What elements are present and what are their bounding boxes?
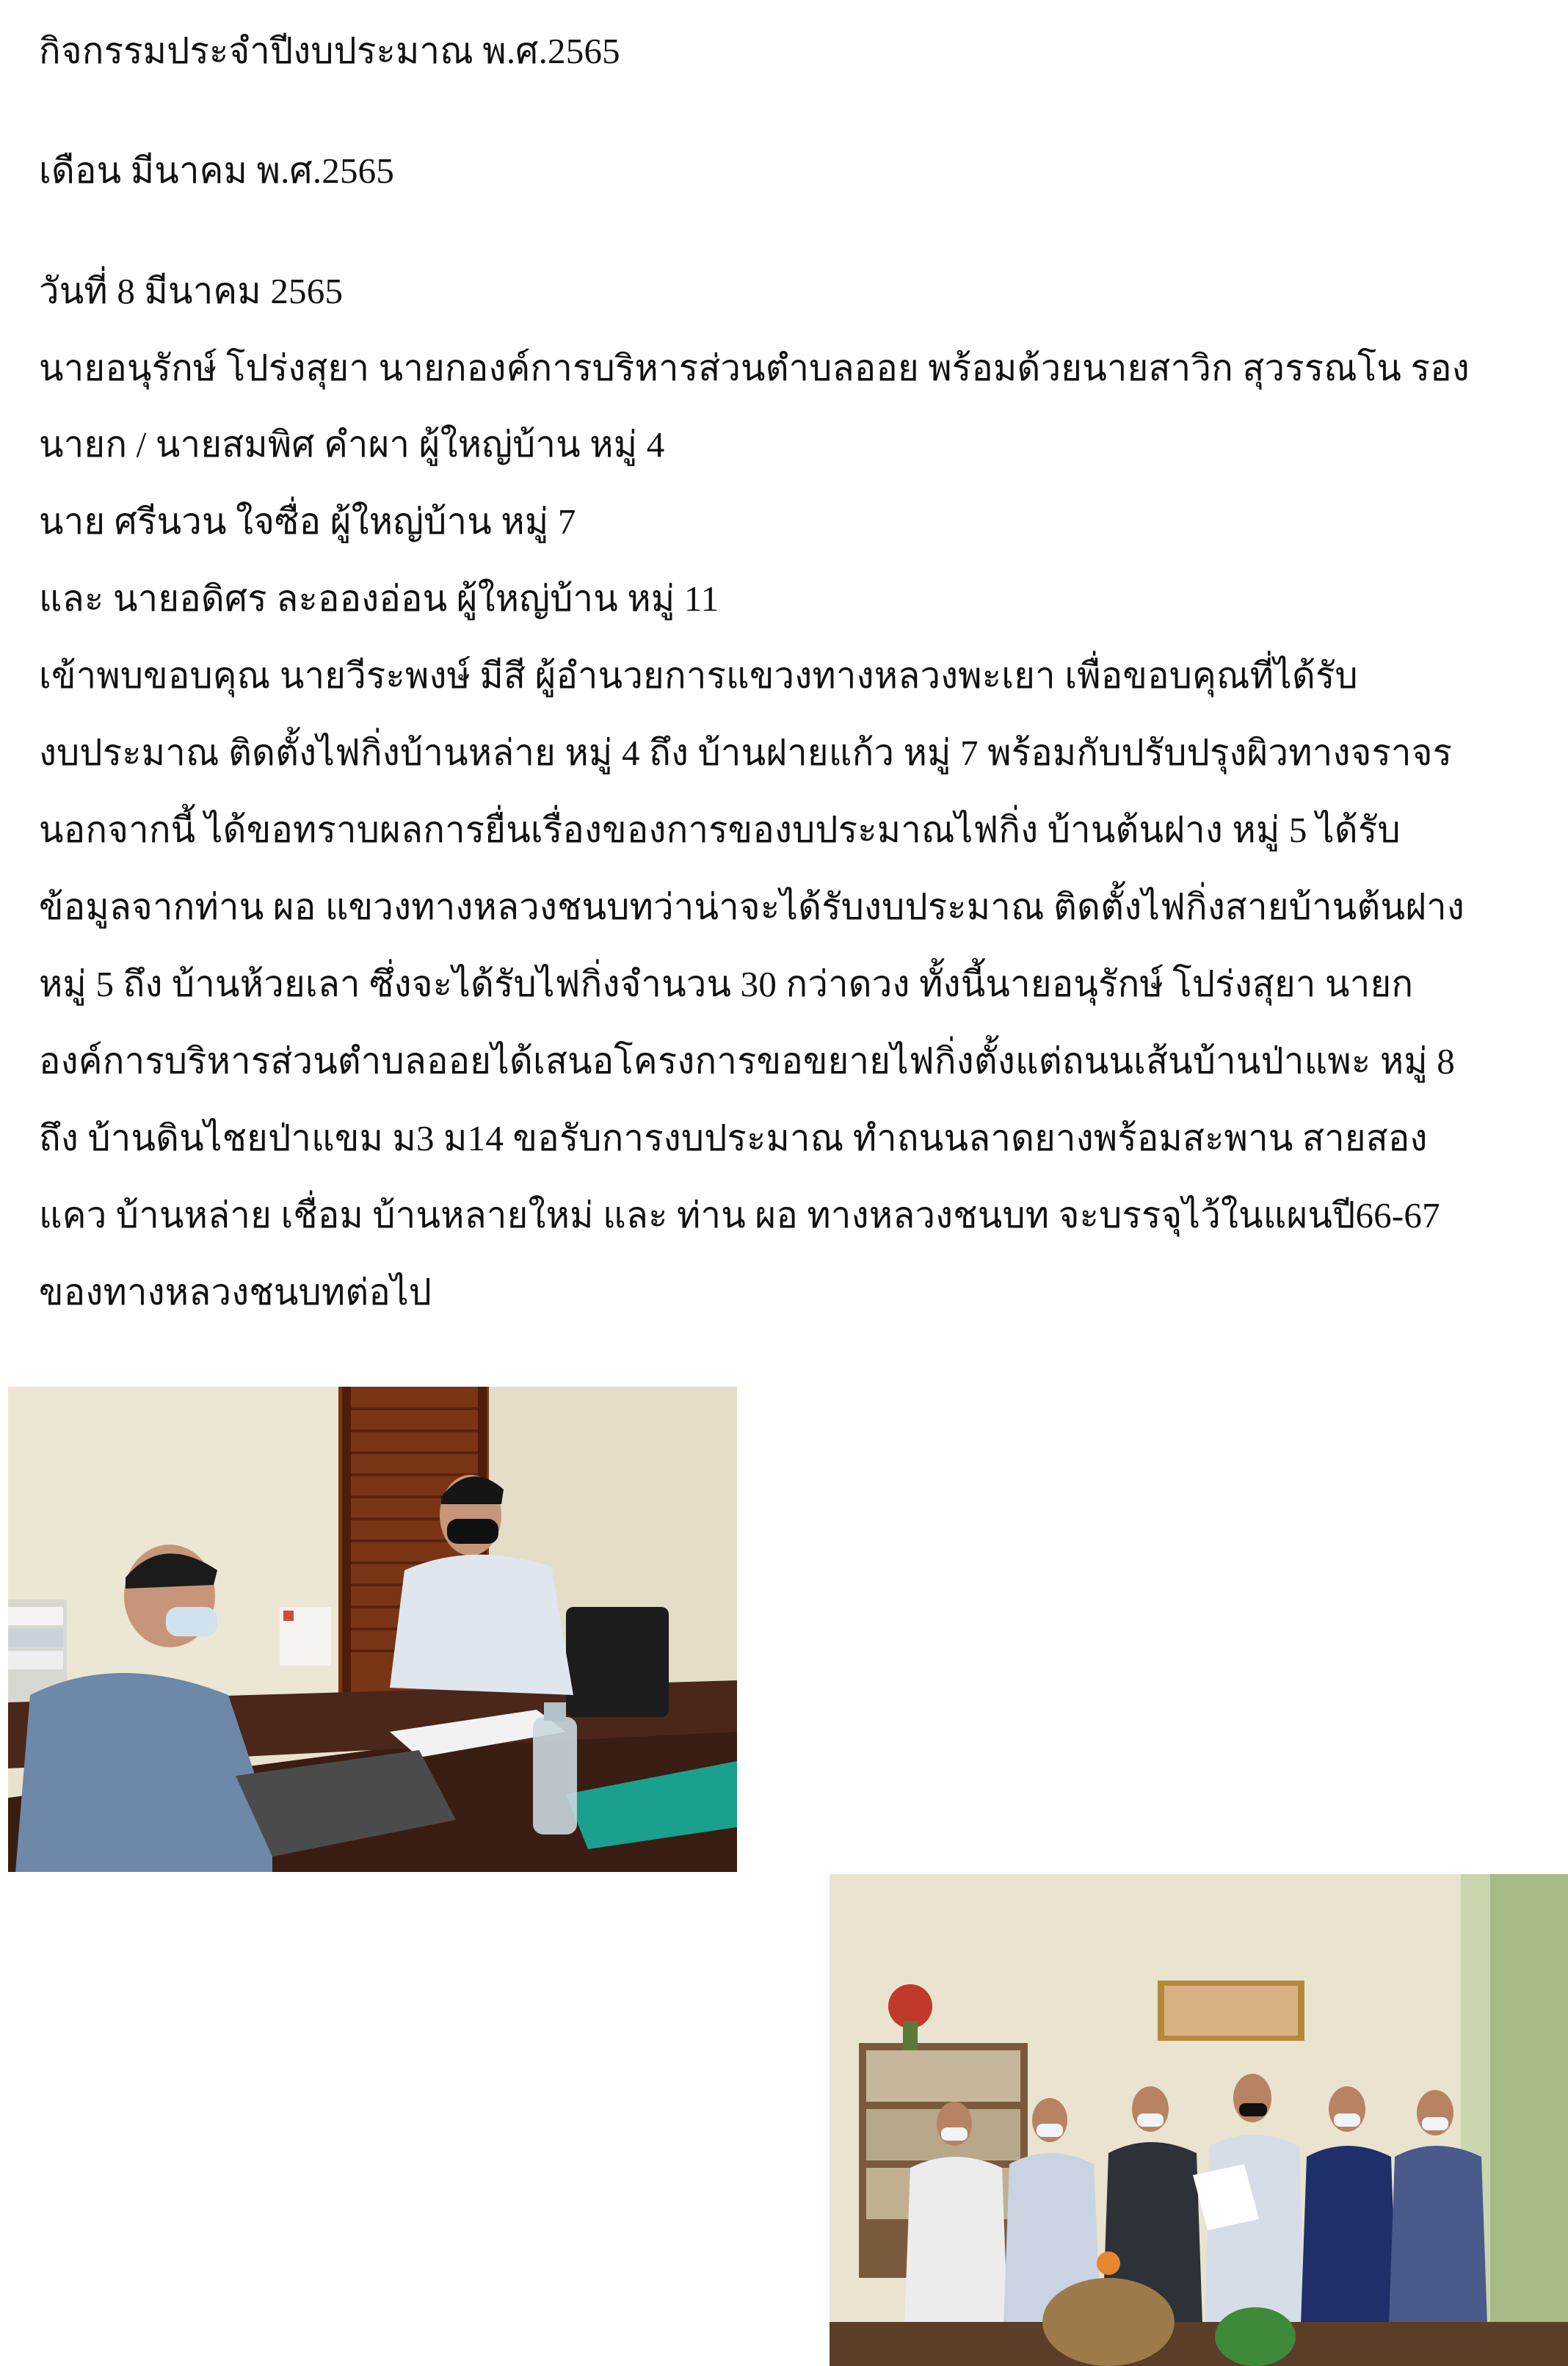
body-line: นายอนุรักษ์ โปร่งสุยา นายกองค์การบริหารส่วนตำบลออย พร้อมด้วยนายสาวิก สุวรรณโน รอง	[39, 348, 1470, 388]
body-line: นายก / นายสมพิศ คำผา ผู้ใหญ่บ้าน หมู่ 4	[39, 424, 665, 465]
month-heading: เดือน มีนาคม พ.ศ.2565	[39, 150, 395, 191]
body-line: งบประมาณ ติดตั้งไฟกิ่งบ้านหล่าย หมู่ 4 ถึง บ้านฝายแก้ว หมู่ 7 พร้อมกับปรับปรุงผิวทางจราจร	[39, 733, 1453, 773]
body-line: และ นายอดิศร ละอองอ่อน ผู้ใหญ่บ้าน หมู่ 11	[39, 578, 719, 619]
body-line: แคว บ้านหล่าย เชื่อม บ้านหลายใหม่ และ ท่าน ผอ ทางหลวงชนบท จะบรรจุไว้ในแผนปี66-67	[39, 1195, 1440, 1235]
body-line: หมู่ 5 ถึง บ้านห้วยเลา ซึ่งจะได้รับไฟกิ่งจำนวน 30 กว่าดวง ทั้งนี้นายอนุรักษ์ โปร่งสุยา นายก	[39, 964, 1414, 1004]
body-line: ถึง บ้านดินไชยป่าแขม ม3 ม14 ขอรับการงบประมาณ ทำถนนลาดยางพร้อมสะพาน สายสอง	[39, 1118, 1428, 1158]
body-line: ข้อมูลจากท่าน ผอ แขวงทางหลวงชนบทว่าน่าจะได้รับงบประมาณ ติดตั้งไฟกิ่งสายบ้านต้นฝาง	[39, 887, 1464, 927]
meeting-photo	[8, 1387, 737, 1872]
body-line: เข้าพบขอบคุณ นายวีระพงษ์ มีสี ผู้อำนวยการแขวงทางหลวงพะเยา เพื่อขอบคุณที่ได้รับ	[39, 656, 1358, 696]
body-line: ของทางหลวงชนบทต่อไป	[39, 1272, 432, 1313]
group-photo	[830, 1874, 1568, 2366]
body-line: องค์การบริหารส่วนตำบลออยได้เสนอโครงการขอขยายไฟกิ่งตั้งแต่ถนนเส้นบ้านป่าแพะ หมู่ 8	[39, 1041, 1456, 1081]
date-line: วันที่ 8 มีนาคม 2565	[39, 271, 344, 311]
body-line: นาย ศรีนวน ใจซื่อ ผู้ใหญ่บ้าน หมู่ 7	[39, 501, 576, 542]
body-line: นอกจากนี้ ได้ขอทราบผลการยื่นเรื่องของการของบประมาณไฟกิ่ง บ้านต้นฝาง หมู่ 5 ได้รับ	[39, 810, 1401, 850]
page-title: กิจกรรมประจำปีงบประมาณ พ.ศ.2565	[39, 31, 620, 71]
